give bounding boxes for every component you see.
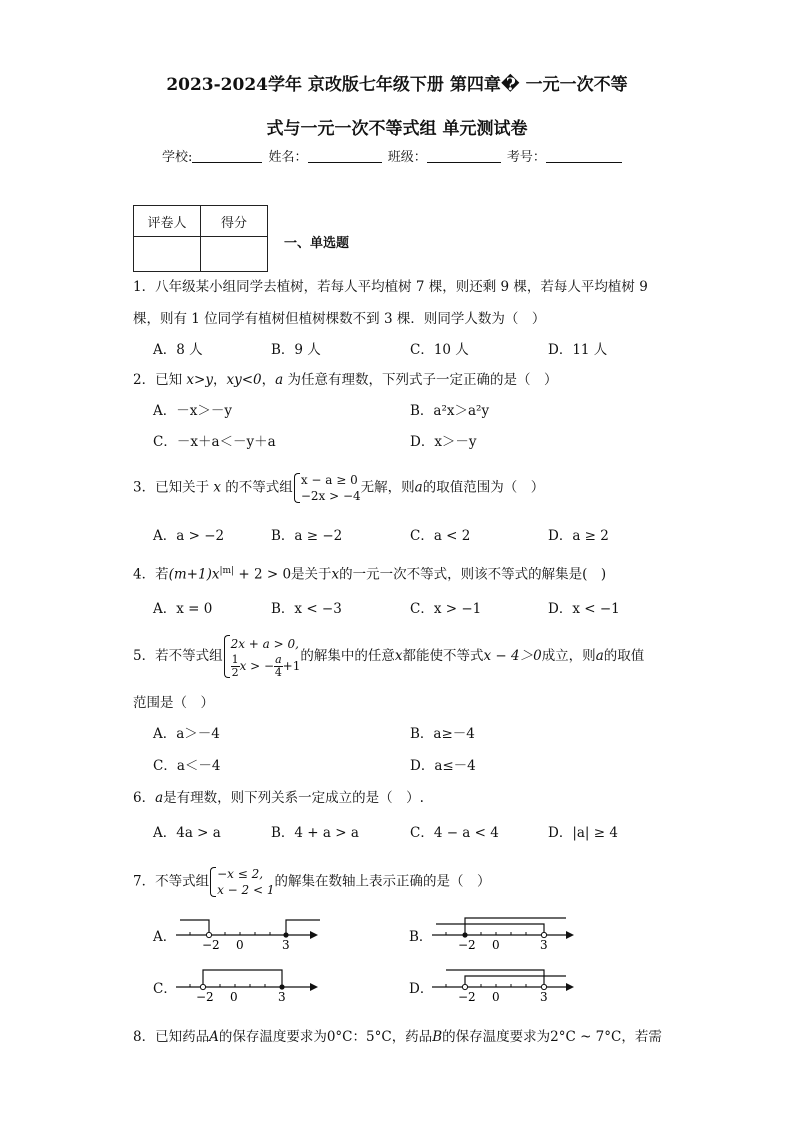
tick-label-neg2: −2 (196, 990, 214, 1004)
point-neg2 (206, 932, 211, 937)
name-label: 姓名： (268, 150, 308, 165)
q5-option-c[interactable]: C．a＜－4 (153, 758, 221, 774)
school-label: 学校: (162, 150, 193, 165)
q3-var-a: a (414, 479, 423, 496)
q2-stem (133, 374, 557, 388)
q3-sys-line1: x − a ≥ 0 (300, 473, 358, 487)
q4-text-b: 是关于 (291, 566, 332, 583)
q8-text-c: ，药品 (391, 1029, 433, 1045)
q6-var-a: a (155, 790, 164, 806)
q6-text-b: 是有理数，则下列关系一定成立的是（ ）. (163, 790, 424, 806)
tick-label-0: 0 (492, 938, 500, 952)
q7-stem (133, 866, 491, 898)
q5-mid: x > − (239, 659, 275, 673)
q1-option-c[interactable]: C．10 人 (410, 342, 469, 358)
name-blank[interactable] (308, 150, 382, 163)
tick-label-3: 3 (540, 938, 548, 952)
q7-option-d-numberline[interactable] (428, 967, 578, 1007)
q5-sys-line1: 2x + a > 0, (230, 637, 299, 651)
student-info-row (162, 146, 624, 165)
q2-text-e: ， (261, 372, 276, 388)
q2-text-c: ， (212, 372, 227, 388)
q5-text-e: 的取值 (603, 648, 645, 664)
point-3 (283, 932, 288, 937)
tick-label-3: 3 (540, 990, 548, 1004)
q6-option-b[interactable]: B．4 + a > a (271, 825, 359, 841)
solution-segment (203, 970, 282, 987)
q4-var-x: x (331, 566, 340, 583)
q5-option-a[interactable]: A．a＞－4 (153, 726, 220, 742)
q4-exponent: |m| (219, 566, 235, 576)
section-title: 一、单选题 (284, 236, 350, 251)
grader-header: 评卷人 (134, 206, 201, 237)
q6-option-a[interactable]: A．4a > a (153, 825, 221, 841)
exam-no-label: 考号： (506, 150, 546, 165)
q5-frac1 (231, 654, 240, 679)
solution-ray-lower (436, 924, 544, 935)
q8-range2: 2°C ~ 7°C (550, 1029, 622, 1045)
axis-arrow (566, 931, 574, 939)
q2-cond1: x>y (186, 372, 213, 388)
q5-tail: +1 (282, 659, 301, 673)
tick-label-neg2: −2 (458, 990, 476, 1004)
grader-cell[interactable] (134, 237, 201, 272)
q1-line1: 1．八年级某小组同学去植树，若每人平均植树 7 棵，则还剩 9 棵，若每人平均植树 9 (133, 279, 648, 295)
q7-system-brace (209, 866, 274, 898)
q5-text-c: 都能使不等式 (402, 648, 484, 664)
axis-arrow (310, 983, 318, 991)
q4-option-a[interactable]: A．x = 0 (153, 601, 213, 617)
q5-frac2-num: a (275, 653, 282, 666)
q4-option-c[interactable]: C．x > −1 (410, 601, 482, 617)
q2-text-g: 为任意有理数，下列式子一定正确的是（ ） (283, 372, 558, 388)
solution-ray-right (286, 920, 320, 935)
point-3 (541, 932, 546, 937)
q2-var-a: a (275, 372, 284, 388)
q5-ineq: x − 4＞0 (483, 648, 542, 664)
q7-text-a: 7．不等式组 (133, 873, 210, 890)
q8-text-e: ，若需 (621, 1029, 662, 1045)
axis-arrow (566, 983, 574, 991)
score-header: 得分 (201, 206, 268, 237)
q7-sys-line2: x − 2 < 1 (217, 883, 275, 897)
q1-option-d[interactable]: D．11 人 (548, 342, 608, 358)
q3-system-brace (293, 472, 361, 504)
tick-label-3: 3 (282, 938, 290, 952)
q4-option-b[interactable]: B．x < −3 (271, 601, 342, 617)
q5-frac1-den: 2 (231, 666, 239, 679)
point-neg2 (462, 932, 467, 937)
q5-text-a: 5．若不等式组 (133, 648, 223, 664)
q5-frac1-num: 1 (231, 653, 239, 666)
class-blank[interactable] (427, 150, 501, 163)
q6-option-c[interactable]: C．4 − a < 4 (410, 825, 499, 841)
tick-label-0: 0 (230, 990, 238, 1004)
q8-drug-b: B (432, 1029, 443, 1045)
q5-system-brace (223, 634, 301, 679)
q7-option-d-label[interactable]: D． (409, 981, 434, 997)
q2-cond2: xy<0 (226, 372, 262, 388)
q4-text-c: 的一元一次不等式，则该不等式的解集是( ) (339, 566, 607, 583)
score-cell[interactable] (201, 237, 268, 272)
q2-text-a: 2．已知 (133, 372, 187, 388)
q2-option-d[interactable]: D．x＞－y (410, 434, 477, 450)
q7-option-a-numberline[interactable] (172, 915, 322, 955)
q7-option-b-numberline[interactable] (428, 915, 578, 955)
q7-option-c-label[interactable]: C． (153, 981, 177, 997)
q7-option-a-label[interactable]: A． (153, 929, 177, 945)
q8-text-a: 8．已知药品 (133, 1029, 210, 1045)
q8-stem (133, 1031, 662, 1045)
q3-text-a: 3．已知关于 (133, 479, 214, 496)
q5-option-b[interactable]: B．a≥－4 (410, 726, 475, 742)
point-neg2 (200, 984, 205, 989)
q6-text-a: 6． (133, 790, 156, 806)
tick-label-neg2: −2 (458, 938, 476, 952)
class-label: 班级： (387, 150, 427, 165)
q4-expr: (m+1)x (168, 566, 220, 583)
solution-ray-lower (465, 976, 566, 987)
point-3 (541, 984, 546, 989)
q3-option-c[interactable]: C．a < 2 (410, 528, 471, 544)
q3-var-x: x (213, 479, 222, 496)
q5-line2: 范围是（ ） (133, 695, 214, 711)
point-3 (279, 984, 284, 989)
q5-var-x: x (394, 648, 403, 664)
tick-label-0: 0 (236, 938, 244, 952)
q3-text-d: 的取值范围为（ ） (422, 479, 545, 496)
score-table (133, 205, 268, 272)
q3-option-a[interactable]: A．a > −2 (153, 528, 225, 544)
tick-label-neg2: −2 (202, 938, 220, 952)
q5-frac2 (274, 654, 283, 679)
q1-option-b[interactable]: B．9 人 (271, 342, 321, 358)
q1-option-a[interactable]: A．8 人 (153, 342, 203, 358)
q3-option-d[interactable]: D．a ≥ 2 (548, 528, 609, 544)
q8-text-d: 的保存温度要求为 (442, 1029, 551, 1045)
q6-stem (133, 792, 424, 806)
q7-option-b-label[interactable]: B． (409, 929, 433, 945)
exam-no-blank[interactable] (546, 150, 622, 163)
q3-stem (133, 472, 544, 504)
solution-ray-left (180, 920, 209, 935)
q5-sys-line2 (231, 654, 301, 679)
q5-stem (133, 634, 644, 679)
q4-text-a: 4．若 (133, 566, 169, 583)
q8-drug-a: A (209, 1029, 219, 1045)
q4-stem (133, 567, 606, 582)
q2-option-c[interactable]: C．－x＋a＜－y＋a (153, 434, 276, 450)
q7-text-b: 的解集在数轴上表示正确的是（ ） (274, 873, 491, 890)
page-title-line1: 2023-2024学年 京改版七年级下册 第四章� 一元一次不等 (166, 75, 628, 95)
axis-arrow (310, 931, 318, 939)
page-title-line2: 式与一元一次不等式组 单元测试卷 (266, 119, 528, 139)
q6-option-d[interactable]: D．|a| ≥ 4 (548, 825, 618, 841)
tick-label-3: 3 (278, 990, 286, 1004)
q2-option-a[interactable]: A．－x＞－y (153, 403, 232, 419)
q3-text-b: 的不等式组 (221, 479, 293, 496)
q3-sys-line2: −2x > −4 (300, 489, 361, 503)
q1-line2: 棵，则有 1 位同学有植树但植树棵数不到 3 棵．则同学人数为（ ） (133, 311, 546, 327)
q5-var-a: a (595, 648, 604, 664)
q5-option-d[interactable]: D．a≤－4 (410, 758, 476, 774)
solution-ray-upper (446, 970, 544, 987)
q7-option-c-numberline[interactable] (172, 967, 322, 1007)
q4-option-d[interactable]: D．x < −1 (548, 601, 620, 617)
q5-frac2-den: 4 (274, 666, 282, 679)
q5-text-d: 成立，则 (541, 648, 596, 664)
point-neg2 (462, 984, 467, 989)
q7-sys-line1: −x ≤ 2, (217, 867, 264, 881)
q8-range1: 0°C：5°C (326, 1029, 392, 1045)
school-blank[interactable] (192, 150, 262, 163)
q8-text-b: 的保存温度要求为 (218, 1029, 327, 1045)
q4-expr2: + 2 > 0 (234, 566, 292, 583)
tick-label-0: 0 (492, 990, 500, 1004)
q3-text-c: 无解，则 (360, 479, 415, 496)
q5-text-b: 的解集中的任意 (300, 648, 395, 664)
solution-ray-upper (465, 918, 566, 935)
q2-option-b[interactable]: B．a²x＞a²y (410, 403, 490, 419)
q3-option-b[interactable]: B．a ≥ −2 (271, 528, 343, 544)
